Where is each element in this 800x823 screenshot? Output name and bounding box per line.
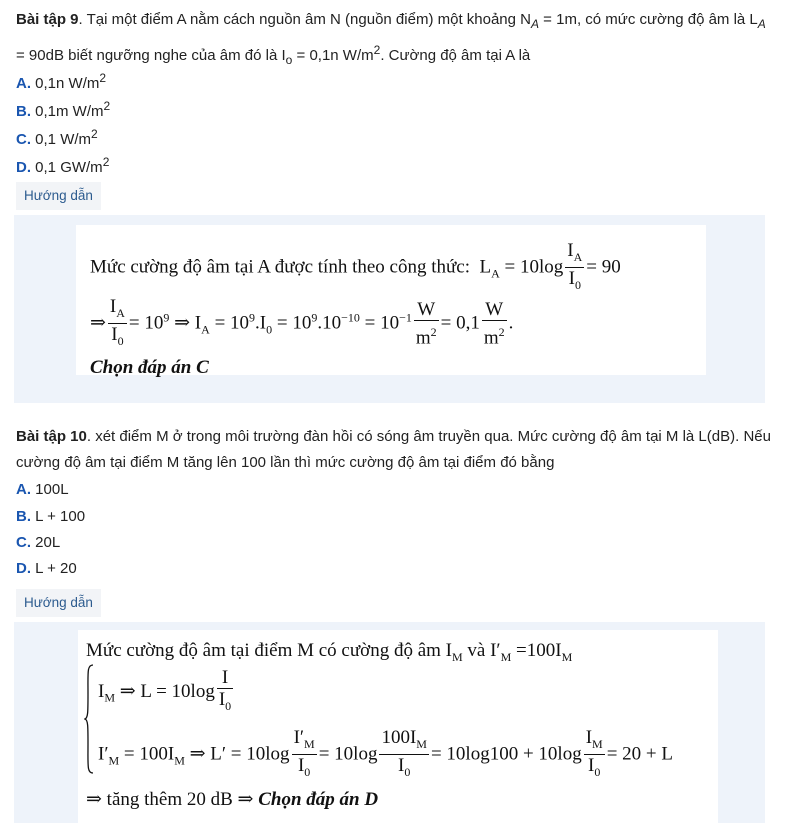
q9-fraction-ia-i0: $\frac{I_A}{I_0}$ <box>567 240 583 292</box>
q10-sol-row-2: $I'_M = 100I_M$ ⇒ L′ = 10log $\frac{I'_M}{I_0}$ = 10log $\frac{100I_M}{I_0}$ = 10log100 + 10log $\frac{I_M}{I_0}$ = 20 + L <box>98 727 674 779</box>
q10-solution-panel <box>14 622 765 823</box>
q9-sol-line-1: Mức cường độ âm tại A được tính theo công thức: $L_A = 10\log$ $\frac{I_A}{I_0}$ = 90 <box>90 241 621 296</box>
q9-sol-line-2: ⇒ $\frac{I_A}{I_0}$ = $10^9$ ⇒ $I_A = 10^9.I_0 = 10^9.10^{-10} = 10^{-1}$ $\frac{W}{m^2}$ = 0,1 $\frac{W}{m^2}$ . <box>90 296 514 348</box>
q9-answer-choice: Chọn đáp án C <box>90 357 209 378</box>
question-10-text: Bài tập 10. xét điểm M ở trong môi trường đàn hồi có sóng âm truyền qua. Mức cường độ âm tại M là L(dB). Nếu cường độ âm tại điểm M tăng lên 100 lần thì mức cường độ âm tại điểm đó bằng <box>16 428 771 471</box>
q10-option-d[interactable]: D. L + 20 <box>16 560 77 577</box>
q10-option-b[interactable]: B. L + 100 <box>16 508 86 525</box>
q10-option-c[interactable]: C. 20L <box>16 534 61 551</box>
q10-solution-image <box>78 630 718 823</box>
q9-option-b[interactable]: B. 0,1m $W/m^2$ <box>16 99 111 120</box>
q10-option-a[interactable]: A. 100L <box>16 481 69 498</box>
question-9-label: Bài tập 9 <box>16 11 79 28</box>
q9-guide-toggle[interactable]: Hướng dẫn <box>16 182 101 210</box>
q9-option-c[interactable]: C. 0,1 $W/m^2$ <box>16 127 98 148</box>
question-10-label: Bài tập 10 <box>16 428 87 445</box>
q9-solution-panel <box>14 215 765 403</box>
q10-sol-line-4: ⇒ tăng thêm 20 dB ⇒ Chọn đáp án D <box>86 789 379 810</box>
q10-sol-row-1: $I_M$ ⇒ L = 10log $\frac{I}{I_0}$ <box>98 667 232 713</box>
q9-solution-image <box>76 225 706 378</box>
question-9-text: Bài tập 9. Tại một điểm A nằm cách nguồn âm N (nguồn điểm) một khoảng $N_A = 1m$, có mức cường độ âm là $L_A = 90dB$ biết ngưỡng nghe của âm đó là $I_o = 0,1n$ $W/m^2$. Cường độ âm tại A là <box>16 11 766 67</box>
q9-option-d[interactable]: D. 0,1 $GW/m^2$ <box>16 155 110 176</box>
q10-sol-line-1: Mức cường độ âm tại điểm M có cường độ âm $I_M$ và $I'_M =100I_M$ <box>86 640 573 664</box>
q10-answer-choice: Chọn đáp án D <box>258 789 379 810</box>
q10-guide-toggle[interactable]: Hướng dẫn <box>16 589 101 617</box>
q9-option-a[interactable]: A. 0,1n $W/m^2$ <box>16 71 107 92</box>
system-brace <box>84 664 94 774</box>
